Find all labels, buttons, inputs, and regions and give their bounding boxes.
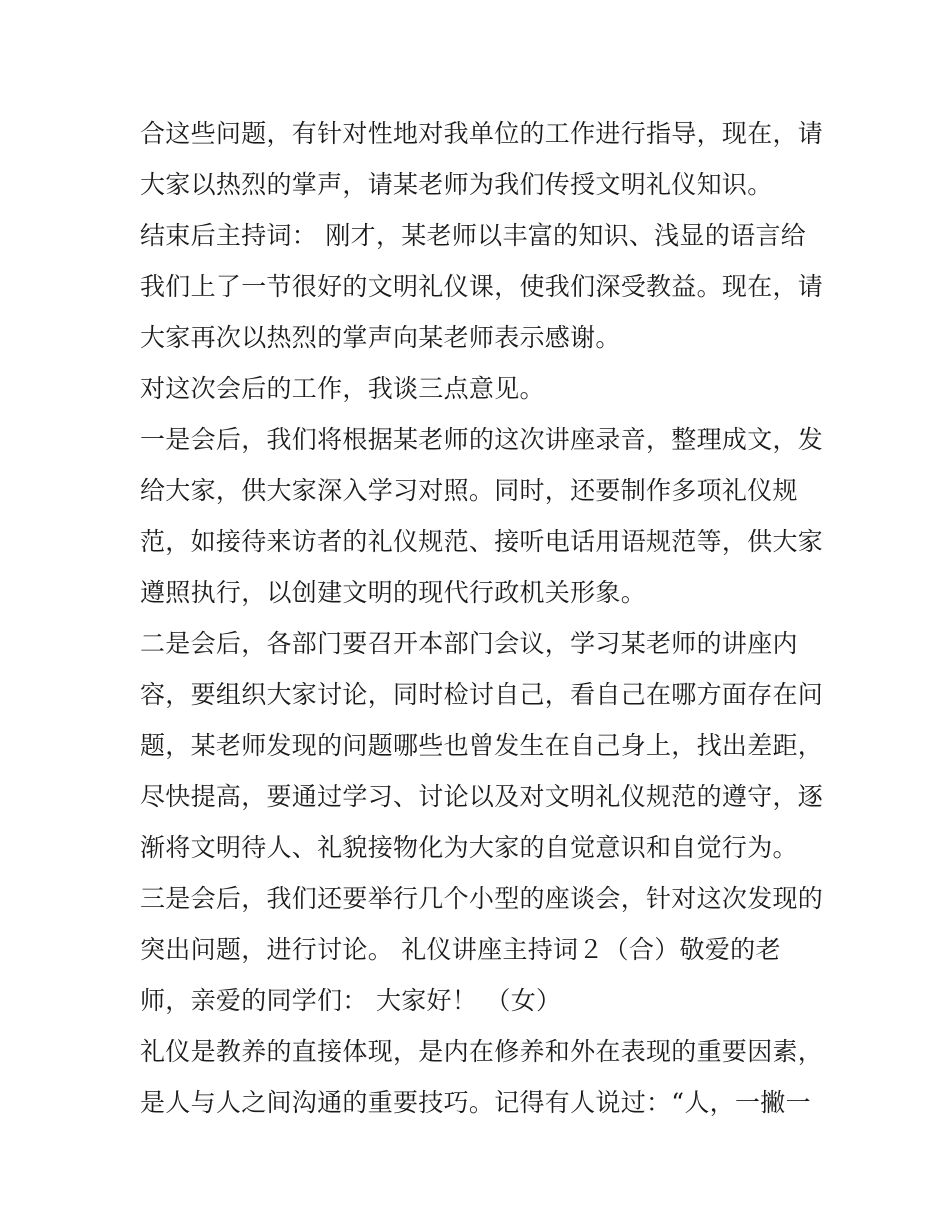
document-body <box>140 108 824 1128</box>
text-line: 尽快提高，要通过学习、讨论以及对文明礼仪规范的遵守，逐 <box>140 782 824 811</box>
text-line: 突出问题，进行讨论。 礼仪讲座主持词２（合）敬爱的老 <box>140 935 781 964</box>
text-line: 结束后主持词： 刚才，某老师以丰富的知识、浅显的语言给 <box>140 221 807 250</box>
text-line: 大家以热烈的掌声，请某老师为我们传授文明礼仪知识。 <box>140 170 773 199</box>
text-line: 礼仪是教养的直接体现，是内在修养和外在表现的重要因素， <box>140 1037 824 1066</box>
text-line: 我们上了一节很好的文明礼仪课，使我们深受教益。现在，请 <box>140 272 824 301</box>
text-line: 对这次会后的工作，我谈三点意见。 <box>140 374 545 403</box>
text-line: 合这些问题，有针对性地对我单位的工作进行指导，现在，请 <box>140 119 824 148</box>
text-line: 是人与人之间沟通的重要技巧。记得有人说过：“人，一撇一 <box>140 1088 811 1117</box>
text-line: 题，某老师发现的问题哪些也曾发生在自己身上，找出差距， <box>140 731 824 760</box>
text-line: 师，亲爱的同学们： 大家好！ （女） <box>140 986 562 1015</box>
text-line: 渐将文明待人、礼貌接物化为大家的自觉意识和自觉行为。 <box>140 833 798 862</box>
text-line: 二是会后，各部门要召开本部门会议，学习某老师的讲座内 <box>140 629 798 658</box>
text-line: 容，要组织大家讨论，同时检讨自己，看自己在哪方面存在问 <box>140 680 824 709</box>
text-line: 范，如接待来访者的礼仪规范、接听电话用语规范等，供大家 <box>140 527 824 556</box>
text-line: 三是会后，我们还要举行几个小型的座谈会，针对这次发现的 <box>140 884 824 913</box>
text-line: 一是会后，我们将根据某老师的这次讲座录音，整理成文，发 <box>140 425 824 454</box>
text-line: 给大家，供大家深入学习对照。同时，还要制作多项礼仪规 <box>140 476 798 505</box>
text-line: 遵照执行，以创建文明的现代行政机关形象。 <box>140 578 647 607</box>
text-line: 大家再次以热烈的掌声向某老师表示感谢。 <box>140 323 621 352</box>
